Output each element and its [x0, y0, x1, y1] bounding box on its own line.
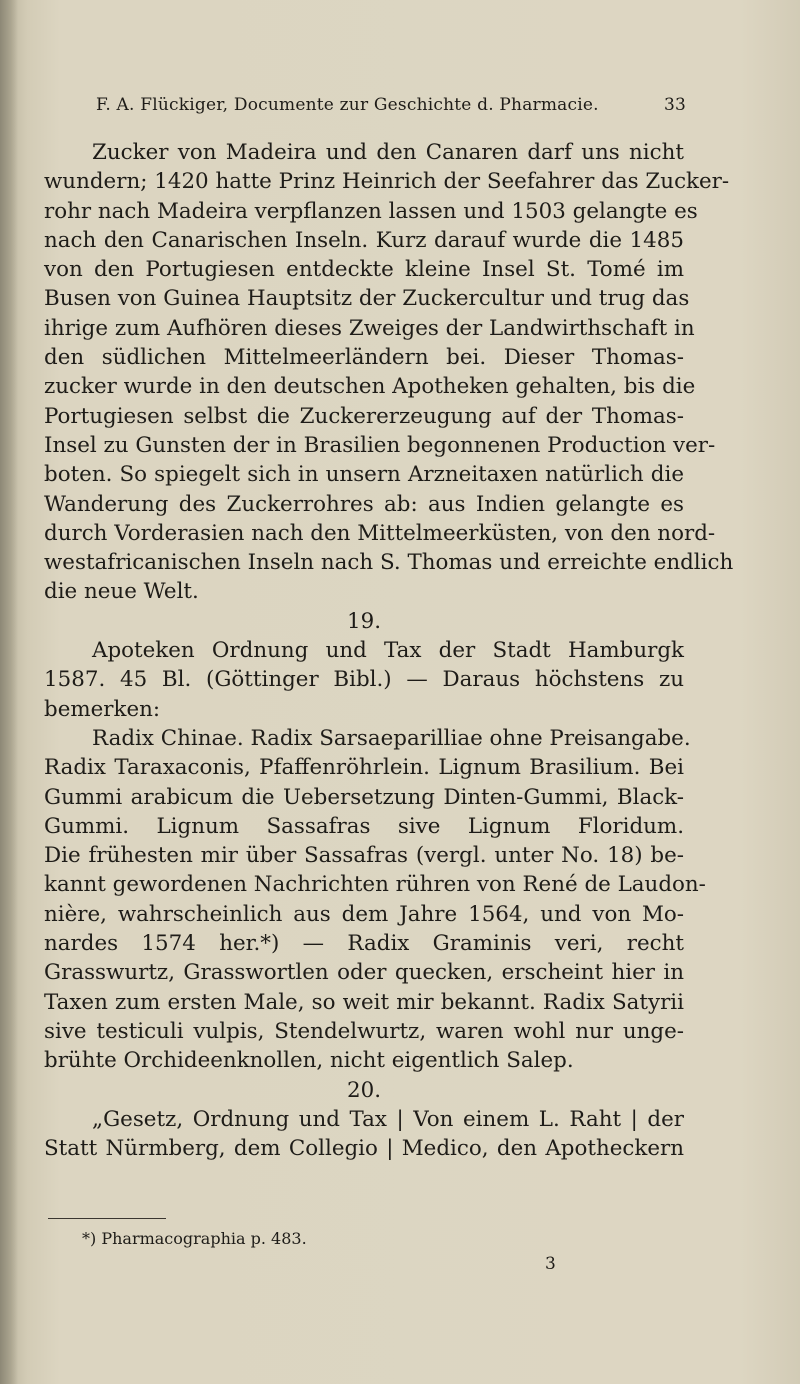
text-line: 1587. 45 Bl. (Göttinger Bibl.) — Daraus höchstens zu: [44, 667, 684, 693]
page-binding-shadow: [0, 0, 18, 1384]
section-number-20: 20.: [346, 1077, 382, 1103]
text-line: Wanderung des Zuckerrohres ab: aus Indien gelangte es: [44, 491, 684, 517]
body-text: [44, 138, 734, 1163]
text-line: brühte Orchideenknollen, nicht eigentlich Salep.: [44, 1048, 574, 1074]
running-header: [96, 95, 686, 115]
paragraph-nuremberg-ordinance: [44, 1105, 684, 1164]
text-line: Insel zu Gunsten der in Brasilien begonnenen Production ver-: [44, 432, 716, 458]
text-line: Taxen zum ersten Male, so weit mir bekannt. Radix Satyrii: [44, 989, 684, 1015]
section-number-19: 19.: [346, 608, 382, 634]
text-line: rohr nach Madeira verpflanzen lassen und 1503 gelangte es: [44, 198, 698, 224]
text-line: Radix Taraxaconis, Pfaffenröhrlein. Lignum Brasilium. Bei: [44, 755, 684, 781]
text-line: bemerken:: [44, 696, 161, 722]
text-line: von den Portugiesen entdeckte kleine Insel St. Tomé im: [44, 257, 684, 283]
text-line: zucker wurde in den deutschen Apotheken gehalten, bis die: [44, 374, 696, 400]
paragraph-drug-list: [44, 724, 706, 1076]
text-line: kannt gewordenen Nachrichten rühren von René de Laudon-: [44, 872, 706, 898]
text-line: durch Vorderasien nach den Mittelmeerküsten, von den nord-: [44, 520, 716, 546]
text-line: nach den Canarischen Inseln. Kurz darauf wurde die 1485: [44, 227, 684, 253]
text-line: nière, wahrscheinlich aus dem Jahre 1564, und von Mo-: [44, 901, 684, 927]
page-number: 33: [663, 95, 686, 115]
header-title: F. A. Flückiger, Documente zur Geschichte d. Pharmacie.: [96, 95, 599, 115]
text-line: Gummi arabicum die Uebersetzung Dinten-Gummi, Black-: [44, 784, 684, 810]
text-line: die neue Welt.: [44, 579, 199, 605]
text-line: Portugiesen selbst die Zuckererzeugung auf der Thomas-: [44, 403, 684, 429]
text-line: ihrige zum Aufhören dieses Zweiges der Landwirthschaft in: [44, 315, 695, 341]
text-line: Grasswurtz, Grasswortlen oder quecken, erscheint hier in: [44, 960, 684, 986]
text-line: Gummi. Lignum Sassafras sive Lignum Floridum.: [44, 813, 684, 839]
text-line: westafricanischen Inseln nach S. Thomas und erreichte endlich: [44, 550, 734, 576]
text-line: Busen von Guinea Hauptsitz der Zuckercultur und trug das: [44, 286, 690, 312]
footnote-rule: [48, 1218, 166, 1219]
footnote: *) Pharmacographia p. 483.: [82, 1229, 307, 1248]
text-line: Statt Nürmberg, dem Collegio | Medico, den Apotheckern: [44, 1136, 684, 1162]
text-line: boten. So spiegelt sich in unsern Arzneitaxen natürlich die: [44, 462, 684, 488]
text-line: Zucker von Madeira und den Canaren darf uns nicht: [92, 140, 684, 165]
paragraph-hamburg-ordinance: [44, 636, 684, 724]
text-line: Apoteken Ordnung und Tax der Stadt Hamburgk: [92, 638, 684, 664]
text-line: Radix Chinae. Radix Sarsaeparilliae ohne Preisangabe.: [92, 725, 691, 751]
text-line: Die frühesten mir über Sassafras (vergl. unter No. 18) be-: [44, 843, 684, 869]
signature-mark: 3: [545, 1254, 556, 1274]
text-line: nardes 1574 her.*) — Radix Graminis veri, recht: [44, 931, 684, 957]
paragraph-sugar-history: [44, 138, 734, 607]
text-line: „Gesetz, Ordnung und Tax | Von einem L. Raht | der: [92, 1106, 684, 1132]
text-line: sive testiculi vulpis, Stendelwurtz, waren wohl nur unge-: [44, 1018, 684, 1044]
text-line: wundern; 1420 hatte Prinz Heinrich der Seefahrer das Zucker-: [44, 169, 730, 195]
text-line: den südlichen Mittelmeerländern bei. Dieser Thomas-: [44, 345, 684, 371]
